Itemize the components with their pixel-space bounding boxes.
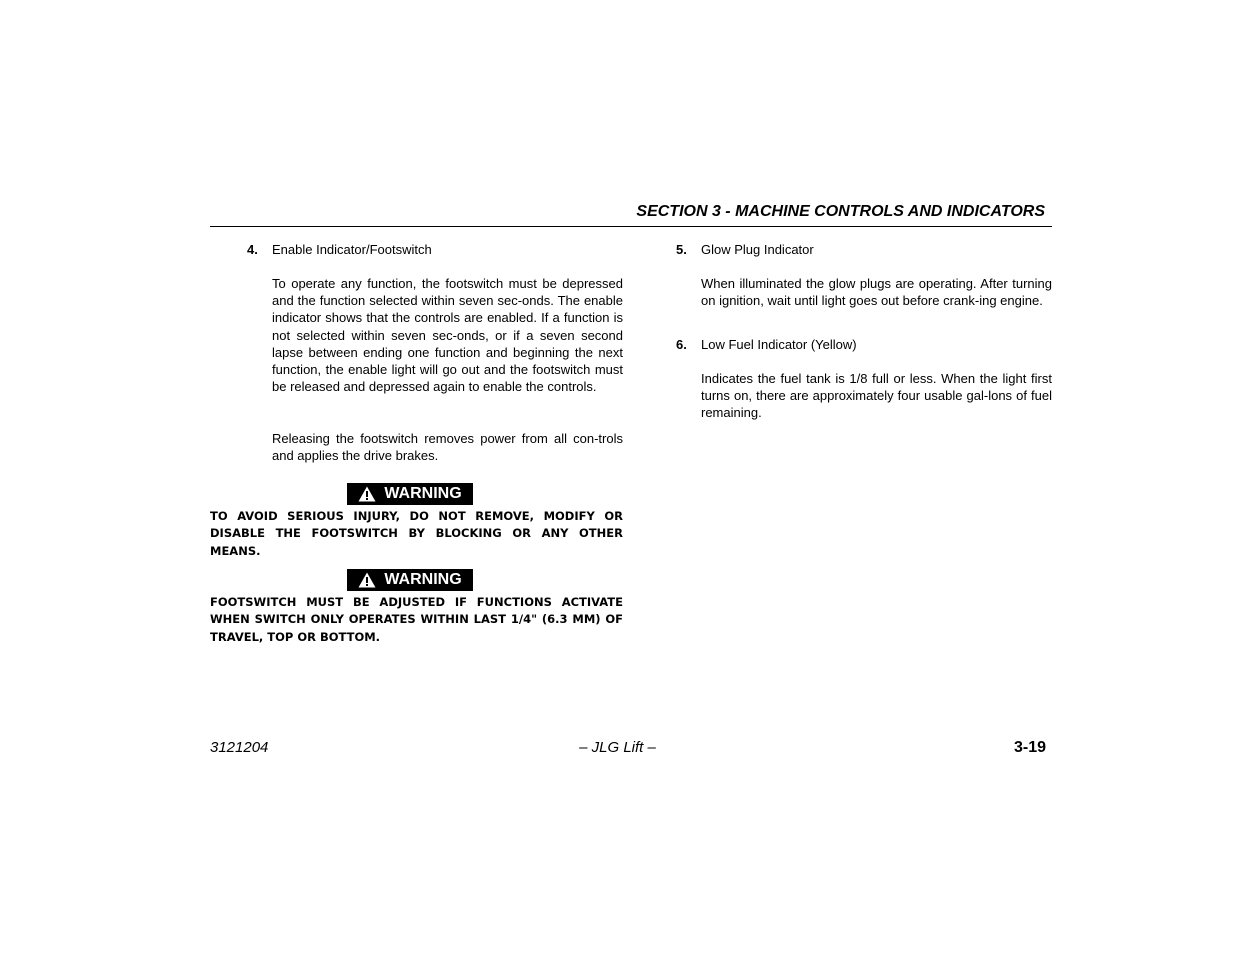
item-6-paragraph-1: Indicates the fuel tank is 1/8 full or less. When the light first turns on, there are approximately four usable gal-lons of fuel remaining. <box>701 371 1052 421</box>
warning-triangle-icon <box>358 486 376 502</box>
item-5-number: 5. <box>676 242 687 257</box>
warning-label-1: WARNING <box>384 485 462 502</box>
footer-page-number: 3-19 <box>1013 739 1046 756</box>
footer-doc-number: 3121204 <box>210 739 269 756</box>
warning-text-2: FOOTSWITCH MUST BE ADJUSTED IF FUNCTIONS ACTIVATE WHEN SWITCH ONLY OPERATES WITHIN LAST 1/4" (6.3 MM) OF TRAVEL, TOP OR BOTTOM. <box>210 595 623 644</box>
warning-label-2: WARNING <box>384 571 462 588</box>
header-rule <box>210 226 1052 227</box>
item-4-title: Enable Indicator/Footswitch <box>272 242 432 257</box>
item-4-paragraph-1: To operate any function, the footswitch must be depressed and the function selected within seven sec-onds. The enable indicator shows that the controls are enabled. If a function is not selected within seven sec-onds, or if a seven second lapse between ending one function and beginning the next function, the enable light will go out and the footswitch must be released and depressed again to enable the controls. <box>272 276 623 395</box>
item-4-paragraph-2: Releasing the footswitch removes power from all con-trols and applies the drive brakes. <box>272 431 623 464</box>
item-6-title: Low Fuel Indicator (Yellow) <box>701 337 857 352</box>
warning-text-1: TO AVOID SERIOUS INJURY, DO NOT REMOVE, MODIFY OR DISABLE THE FOOTSWITCH BY BLOCKING OR ANY OTHER MEANS. <box>210 509 623 558</box>
warning-badge-2 <box>347 569 473 591</box>
footer-brand: – JLG Lift – <box>579 739 656 756</box>
item-5-title: Glow Plug Indicator <box>701 242 814 257</box>
warning-badge-1 <box>347 483 473 505</box>
warning-triangle-icon <box>358 572 376 588</box>
item-5-paragraph-1: When illuminated the glow plugs are operating. After turning on ignition, wait until light goes out before crank-ing engine. <box>701 276 1052 309</box>
item-4-number: 4. <box>247 242 258 257</box>
section-title: SECTION 3 - MACHINE CONTROLS AND INDICATORS <box>636 203 1045 220</box>
item-6-number: 6. <box>676 337 687 352</box>
